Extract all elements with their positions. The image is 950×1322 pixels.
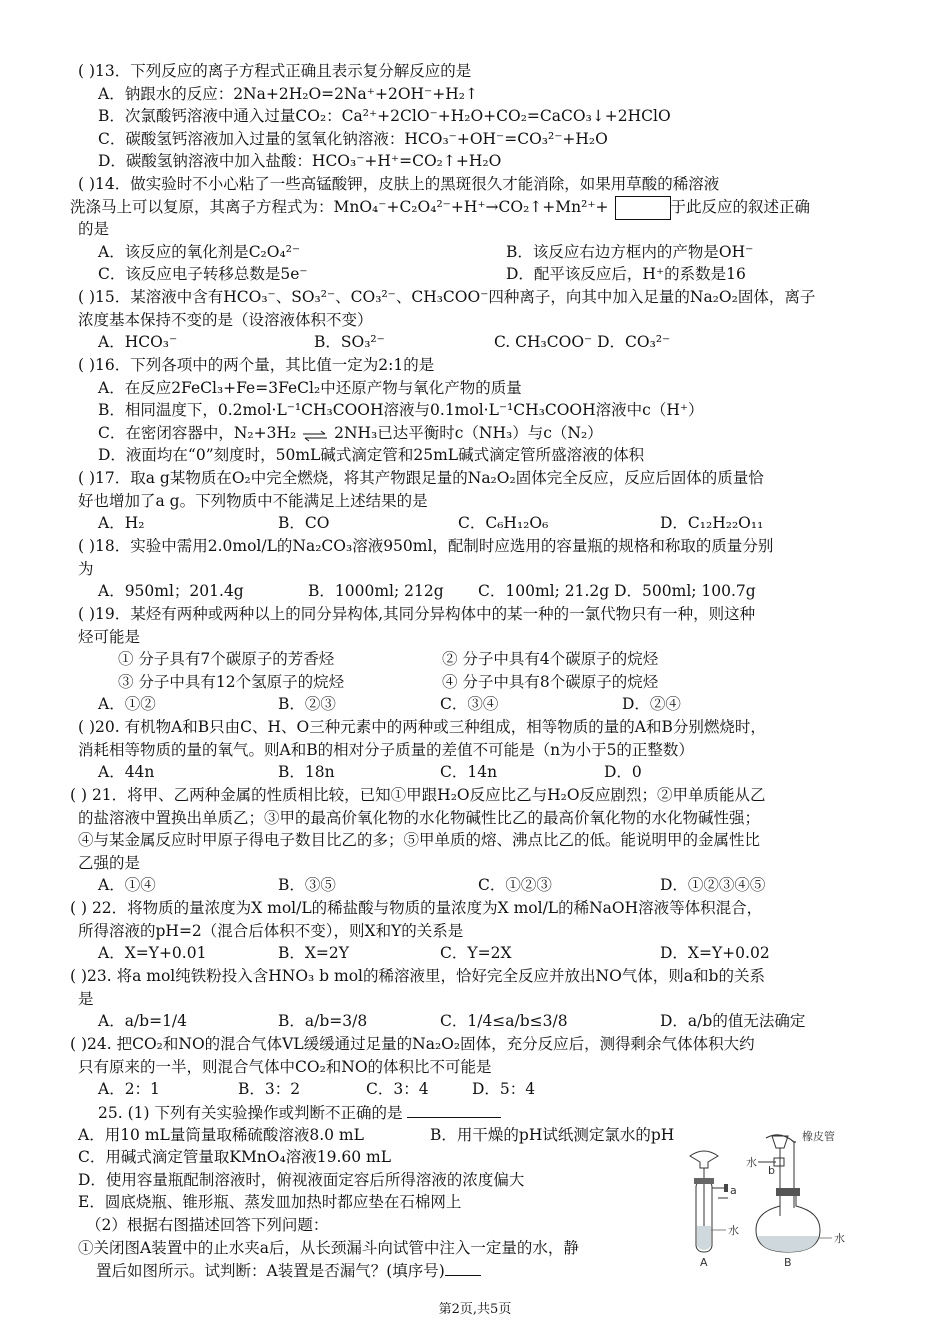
q17-option-c: C．C₆H₁₂O₆ [458, 514, 549, 533]
q24-stem-line1: ( )24. 把CO₂和NO的混合气体VL缓缓通过足量的Na₂O₂固体，充分反应后，测得剩余气体体积大约 [70, 1035, 755, 1053]
q13-option-c: C．碳酸氢钙溶液加入过量的氢氧化钠溶液：HCO₃⁻+OH⁻=CO₃²⁻+H₂O [98, 129, 608, 148]
figure-water-label-2: 水 [728, 1224, 739, 1237]
q19-statement-4: ④ 分子中具有8个碳原子的烷烃 [442, 672, 659, 691]
q14-stem-line2 [70, 196, 878, 219]
q22-option-c: C．Y=2X [440, 944, 512, 963]
q20-stem-line1: ( )20. 有机物A和B只由C、H、O三种元素中的两种或三种组成，相等物质的量的A和B分别燃烧时， [78, 718, 766, 736]
q25-answer-blank[interactable] [407, 1101, 501, 1118]
q13-option-a: A．钠跟水的反应：2Na+2H₂O=2Na⁺+2OH⁻+H₂↑ [98, 84, 478, 103]
q14-answer-box[interactable] [615, 196, 671, 220]
question-18 [78, 535, 878, 603]
q25-option-d: D．使用容量瓶配制溶液时，俯视液面定容后所得溶液的浓度偏大 [78, 1170, 525, 1189]
q13-option-b: B．次氯酸钙溶液中通入过量CO₂：Ca²⁺+2ClO⁻+H₂O+CO₂=CaCO₃↓+2HClO [98, 107, 671, 126]
question-16 [78, 354, 878, 467]
question-15 [78, 286, 878, 354]
q16-option-b: B．相同温度下，0.2mol·L⁻¹CH₃COOH溶液与0.1mol·L⁻¹CH₃COOH溶液中c（H⁺） [98, 401, 704, 420]
apparatus-a [690, 1151, 728, 1252]
q20-stem-line2: 消耗相等物质的量的氧气。则A和B的相对分子质量的差值不可能是（n为小于5的正整数） [78, 740, 694, 759]
q14-stem-line3: 的是 [78, 220, 110, 239]
q18-option-b: B．1000ml; 212g [308, 582, 444, 601]
q19-option-c: C．③④ [440, 695, 499, 714]
q19-statements-12 [78, 648, 878, 671]
q21-option-c: C．①②③ [478, 876, 552, 895]
rubber-tube-label: 橡皮管 [802, 1130, 835, 1143]
q19-stem-line1: ( )19．某烃有两种或两种以上的同分异构体,其同分异构体中的某一种的一氯代物只有一种，则这种 [78, 605, 756, 623]
q16-option-c-right: 2NH₃已达平衡时c（NH₃）与c（N₂） [334, 423, 603, 442]
q24-options [70, 1078, 870, 1101]
q25-stem-text: 25. (1) 下列有关实验操作或判断不正确的是 [98, 1104, 403, 1122]
q16-option-d: D．液面均在“0”刻度时，50mL碱式滴定管和25mL碱式滴定管所盛溶液的体积 [98, 446, 645, 465]
q16-option-c-left: C．在密闭容器中，N₂+3H₂ [98, 423, 297, 442]
q20-options [78, 761, 878, 784]
q20-option-d: D．0 [604, 763, 642, 782]
q25-stem [78, 1101, 878, 1124]
q18-options [78, 580, 878, 603]
q17-stem-line2: 好也增加了a g。下列物质中不能满足上述结果的是 [78, 491, 428, 510]
q24-option-d: D．5：4 [472, 1080, 536, 1099]
q24-option-c: C．3：4 [366, 1080, 429, 1099]
question-21 [70, 784, 870, 897]
q21-options [70, 874, 870, 897]
q16-option-a: A．在反应2FeCl₃+Fe=3FeCl₂中还原产物与氧化产物的质量 [98, 378, 522, 397]
q23-option-a: A．a/b=1/4 [98, 1012, 188, 1031]
q20-option-a: A．44n [98, 763, 155, 782]
q18-stem-line2: 为 [78, 559, 94, 578]
q22-option-b: B．X=2Y [278, 944, 350, 963]
q14-stem-line1: ( )14．做实验时不小心粘了一些高锰酸钾，皮肤上的黑斑很久才能消除，如果用草酸的稀溶液 [78, 175, 720, 193]
q25-option-b: B．用干燥的pH试纸测定氯水的pH [430, 1125, 675, 1144]
q13-option-d: D．碳酸氢钠溶液中加入盐酸：HCO₃⁻+H⁺=CO₂↑+H₂O [98, 152, 502, 171]
q14-option-d: D．配平该反应后，H⁺的系数是16 [506, 265, 746, 284]
figure-water-label-1: 水 [746, 1156, 757, 1169]
apparatus-figure [680, 1128, 880, 1268]
question-19 [78, 603, 878, 716]
q14-option-b: B．该反应右边方框内的产物是OH⁻ [506, 242, 754, 261]
q19-option-b: B．②③ [278, 695, 336, 714]
apparatus-a-label: A [700, 1256, 708, 1268]
q17-options [78, 512, 878, 535]
q15-options [78, 331, 878, 354]
q19-option-d: D．②④ [622, 695, 681, 714]
q22-stem-line1: ( ) 22．将物质的量浓度为X mol/L的稀盐酸与物质的量浓度为X mol/L的稀NaOH溶液等体积混合， [70, 899, 763, 917]
q24-option-b: B．3：2 [238, 1080, 301, 1099]
q22-stem-line2: 所得溶液的pH=2（混合后体积不变），则X和Y的关系是 [78, 921, 464, 940]
q25-option-c: C．用碱式滴定管量取KMnO₄溶液19.60 mL [78, 1148, 392, 1167]
question-23 [70, 965, 870, 1033]
q15-option-a: A．HCO₃⁻ [98, 333, 178, 352]
equilibrium-arrow-icon [301, 427, 329, 441]
q21-option-b: B．③⑤ [278, 876, 336, 895]
question-22 [70, 897, 870, 965]
question-17 [78, 467, 878, 535]
q14-option-c: C．该反应电子转移总数是5e⁻ [98, 265, 308, 284]
question-14 [70, 173, 878, 286]
q17-option-b: B．CO [278, 514, 330, 533]
q14-option-a: A．该反应的氧化剂是C₂O₄²⁻ [98, 242, 301, 261]
figure-water-label-3: 水 [834, 1232, 845, 1245]
q22-option-d: D．X=Y+0.02 [660, 944, 770, 963]
q23-options [70, 1010, 870, 1033]
q20-option-c: C．14n [440, 763, 498, 782]
q17-option-a: A．H₂ [98, 514, 145, 533]
q15-stem-line1: ( )15．某溶液中含有HCO₃⁻、SO₃²⁻、CO₃²⁻、CH₃COO⁻四种离子，向其中加入足量的Na₂O₂固体，离子 [78, 288, 816, 306]
q22-options [70, 942, 870, 965]
q21-stem-line4: 乙强的是 [78, 853, 141, 872]
q21-stem-line2: 的盐溶液中置换出单质乙；③甲的最高价氧化物的水化物碱性比乙的最高价氧化物的水化物碱性强； [78, 808, 761, 827]
q19-option-a: A．①② [98, 695, 156, 714]
q19-statement-2: ② 分子中具有4个碳原子的烷烃 [442, 650, 659, 669]
q17-option-d: D．C₁₂H₂₂O₁₁ [660, 514, 764, 533]
q16-option-c [78, 422, 878, 445]
q17-stem-line1: ( )17．取a g某物质在O₂中完全燃烧，将其产物跟足量的Na₂O₂固体完全反应，反应后固体的质量恰 [78, 469, 764, 487]
q23-option-c: C．1/4≤a/b≤3/8 [440, 1012, 568, 1031]
q25-option-a: A．用10 mL量筒量取稀硫酸溶液8.0 mL [78, 1125, 364, 1144]
q19-statement-3: ③ 分子中具有12个氢原子的烷烃 [118, 672, 345, 691]
q25-leak-answer-blank[interactable] [445, 1259, 481, 1276]
q23-stem-line1: ( )23. 将a mol纯铁粉投入含HNO₃ b mol的稀溶液里，恰好完全反应并放出NO气体，则a和b的关系 [70, 967, 765, 985]
q23-option-d: D．a/b的值无法确定 [660, 1012, 806, 1031]
q24-stem-line2: 只有原来的一半，则混合气体中CO₂和NO的体积比不可能是 [78, 1057, 492, 1076]
q16-stem: ( )16．下列各项中的两个量，其比值一定为2:1的是 [78, 356, 435, 374]
q25-part2: （2）根据右图描述回答下列问题： [86, 1215, 329, 1234]
q15-option-b: B．SO₃²⁻ [314, 333, 385, 352]
q20-option-b: B．18n [278, 763, 335, 782]
q23-stem-line2: 是 [78, 989, 94, 1008]
q19-stem-line2: 烃可能是 [78, 627, 141, 646]
q25-part2-line1: ①关闭图A装置中的止水夹a后，从长颈漏斗向试管中注入一定量的水，静 [78, 1238, 579, 1257]
apparatus-b-label: B [784, 1256, 792, 1268]
q21-stem-line1: ( ) 21．将甲、乙两种金属的性质相比较，已知①甲跟H₂O反应比乙与H₂O反应剧烈；②甲单质能从乙 [70, 786, 766, 804]
q19-statement-1: ① 分子具有7个碳原子的芳香烃 [118, 650, 335, 669]
question-13 [78, 60, 878, 173]
question-20 [78, 716, 878, 784]
apparatus-drawing [680, 1128, 880, 1268]
q19-options [78, 693, 878, 716]
apparatus-b [756, 1135, 832, 1252]
q19-statements-34 [78, 671, 878, 694]
q21-stem-line3: ④与某金属反应时甲原子得电子数目比乙的多；⑤甲单质的熔、沸点比乙的低。能说明甲的金属性比 [78, 831, 761, 850]
q15-option-cd: C. CH₃COO⁻ D．CO₃²⁻ [494, 333, 671, 352]
q14-stem-tail: 于此反应的叙述正确 [670, 197, 811, 216]
q25-part2-line2-text: 置后如图所示。试判断：A装置是否漏气？(填序号) [96, 1262, 445, 1281]
page-footer: 第2页,共5页 [438, 1302, 512, 1317]
q18-stem-line1: ( )18．实验中需用2.0mol/L的Na₂CO₃溶液950ml，配制时应选用的容量瓶的规格和称取的质量分别 [78, 537, 774, 555]
q13-stem: ( )13．下列反应的离子方程式正确且表示复分解反应的是 [78, 62, 472, 80]
q21-option-a: A．①④ [98, 876, 156, 895]
question-24 [70, 1033, 870, 1101]
q14-options-ab [78, 241, 878, 264]
q14-equation: 洗涤马上可以复原，其离子方程式为：MnO₄⁻+C₂O₄²⁻+H⁺→CO₂↑+Mn²⁺+ [70, 197, 609, 216]
q23-option-b: B．a/b=3/8 [278, 1012, 368, 1031]
q14-options-cd [78, 263, 878, 286]
clip-b-label: b [768, 1164, 775, 1177]
q15-stem-line2: 浓度基本保持不变的是（设溶液体积不变） [78, 310, 373, 329]
q22-option-a: A．X=Y+0.01 [98, 944, 207, 963]
q25-option-e: E．圆底烧瓶、锥形瓶、蒸发皿加热时都应垫在石棉网上 [78, 1193, 462, 1212]
q21-option-d: D．①②③④⑤ [660, 876, 766, 895]
q18-option-a: A．950ml；201.4g [98, 582, 244, 601]
q18-option-cd: C．100ml; 21.2g D．500ml; 100.7g [478, 582, 756, 601]
q24-option-a: A．2：1 [98, 1080, 160, 1099]
clip-a-label: a [730, 1184, 737, 1197]
